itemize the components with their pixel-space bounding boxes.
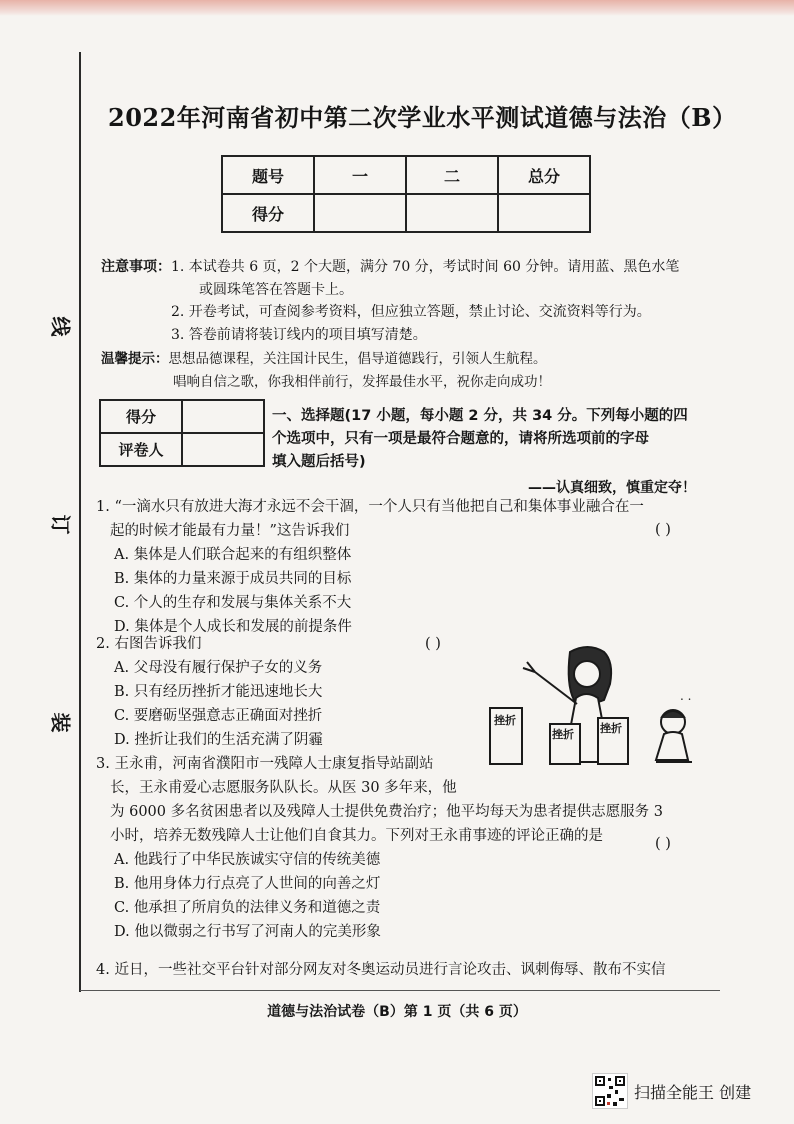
exam-title: 2022年河南省初中第二次学业水平测试道德与法治（B） bbox=[108, 103, 737, 132]
score-header-cell: 总分 bbox=[498, 156, 590, 194]
grader-blank bbox=[182, 433, 264, 466]
note-item: 3. 答卷前请将装订线内的项目填写清楚。 bbox=[171, 326, 427, 343]
grader-label: 评卷人 bbox=[100, 433, 182, 466]
section-line: 填入题后括号) bbox=[272, 454, 366, 470]
score-blank-cell bbox=[498, 194, 590, 232]
hurdle-label: 挫折 bbox=[600, 722, 622, 735]
option-b: B. 只有经历挫折才能迅速地长大 bbox=[114, 684, 323, 700]
question-stem: 长，王永甫爱心志愿服务队队长。从医 30 多年来，他 bbox=[110, 780, 457, 796]
question-1 bbox=[96, 495, 644, 639]
binding-line bbox=[79, 52, 81, 992]
question-stem: 3. 王永甫，河南省濮阳市一残障人士康复指导站副站 bbox=[96, 756, 434, 772]
question-stem: 1. “一滴水只有放进大海才永远不会干涸，一个人只有当他把自己和集体事业融合在一 bbox=[96, 499, 644, 515]
section-motto: ——认真细致，慎重定夺！ bbox=[528, 480, 696, 496]
option-a: A. 他践行了中华民族诚实守信的传统美德 bbox=[114, 852, 381, 868]
question-stem: 起的时候才能最有力量！”这告诉我们 bbox=[110, 523, 350, 539]
score-blank-cell bbox=[314, 194, 406, 232]
option-a: A. 集体是人们联合起来的有组织整体 bbox=[114, 547, 352, 563]
section-line: 一、选择题(17 小题，每小题 2 分，共 34 分。下列每小题的四 bbox=[272, 408, 688, 424]
hurdle-label: 挫折 bbox=[552, 728, 574, 741]
score-table bbox=[221, 155, 591, 233]
exam-notes bbox=[101, 256, 721, 346]
question-stem: 4. 近日，一些社交平台针对部分网友对冬奥运动员进行言论攻击、讽刺侮辱、散布不实信 bbox=[96, 962, 666, 978]
hint-label: 温馨提示： bbox=[101, 351, 169, 367]
scanner-label: 扫描全能王 创建 bbox=[634, 1082, 752, 1102]
hint-line: 唱响自信之歌，你我相伴前行，发挥最佳水平，祝你走向成功！ bbox=[173, 374, 551, 390]
warm-hint bbox=[101, 348, 551, 394]
question-3 bbox=[96, 752, 663, 944]
hurdle-label: 挫折 bbox=[494, 714, 516, 727]
option-d: D. 集体是个人成长和发展的前提条件 bbox=[114, 619, 352, 635]
option-c: C. 他承担了所肩负的法律义务和道德之责 bbox=[114, 900, 381, 916]
notes-label: 注意事项： bbox=[101, 259, 171, 275]
section-line: 个选项中，只有一项是最符合题意的，请将所选项前的字母 bbox=[272, 431, 649, 447]
question-2 bbox=[96, 632, 323, 752]
binding-mark-xian: 线 bbox=[48, 316, 73, 337]
score-header-cell: 一 bbox=[314, 156, 406, 194]
grader-label: 得分 bbox=[100, 400, 182, 433]
scanner-watermark bbox=[592, 1073, 751, 1109]
question-stem: 小时，培养无数残障人士让他们自食其力。下列对王永甫事迹的评论正确的是 bbox=[110, 828, 603, 844]
option-d: D. 挫折让我们的生活充满了阴霾 bbox=[114, 732, 323, 748]
score-header-cell: 题号 bbox=[222, 156, 314, 194]
score-header-cell: 二 bbox=[406, 156, 498, 194]
grader-table bbox=[99, 399, 265, 467]
grader-blank bbox=[182, 400, 264, 433]
option-b: B. 他用身体力行点亮了人世间的向善之灯 bbox=[114, 876, 381, 892]
score-blank-cell bbox=[406, 194, 498, 232]
qr-code-icon bbox=[592, 1073, 628, 1109]
question-stem: 2. 右图告诉我们 bbox=[96, 636, 202, 652]
score-row-label: 得分 bbox=[222, 194, 314, 232]
page-bottom-rule bbox=[80, 990, 720, 991]
answer-bracket: ( ) bbox=[655, 522, 671, 538]
note-item: 2. 开卷考试，可查阅参考资料，但应独立答题，禁止讨论、交流资料等行为。 bbox=[171, 304, 651, 320]
answer-bracket: ( ) bbox=[655, 836, 671, 852]
option-d: D. 他以微弱之行书写了河南人的完美形象 bbox=[114, 924, 381, 940]
question-4 bbox=[96, 958, 665, 982]
top-edge-tint bbox=[0, 0, 794, 16]
binding-mark-ding: 订 bbox=[48, 514, 73, 535]
option-a: A. 父母没有履行保护子女的义务 bbox=[114, 660, 323, 676]
svg-text:. .: . . bbox=[680, 689, 692, 703]
option-c: C. 个人的生存和发展与集体关系不大 bbox=[114, 595, 352, 611]
page-footer: 道德与法治试卷（B）第 1 页（共 6 页） bbox=[267, 1004, 527, 1020]
question-stem: 为 6000 多名贫困患者以及残障人士提供免费治疗；他平均每天为患者提供志愿服务 3 bbox=[110, 804, 663, 820]
note-item: 或圆珠笔答在答题卡上。 bbox=[199, 281, 353, 298]
hint-line: 思想品德课程，关注国计民生，倡导道德践行，引领人生航程。 bbox=[168, 351, 547, 367]
answer-bracket: ( ) bbox=[425, 636, 441, 652]
option-b: B. 集体的力量来源于成员共同的目标 bbox=[114, 571, 352, 587]
option-c: C. 要磨砺坚强意志正确面对挫折 bbox=[114, 708, 323, 724]
note-item: 1. 本试卷共 6 页，2 个大题，满分 70 分，考试时间 60 分钟。请用蓝、黑色水笔 bbox=[171, 259, 680, 275]
section-heading bbox=[272, 405, 712, 474]
binding-mark-zhuang: 装 bbox=[48, 712, 73, 733]
